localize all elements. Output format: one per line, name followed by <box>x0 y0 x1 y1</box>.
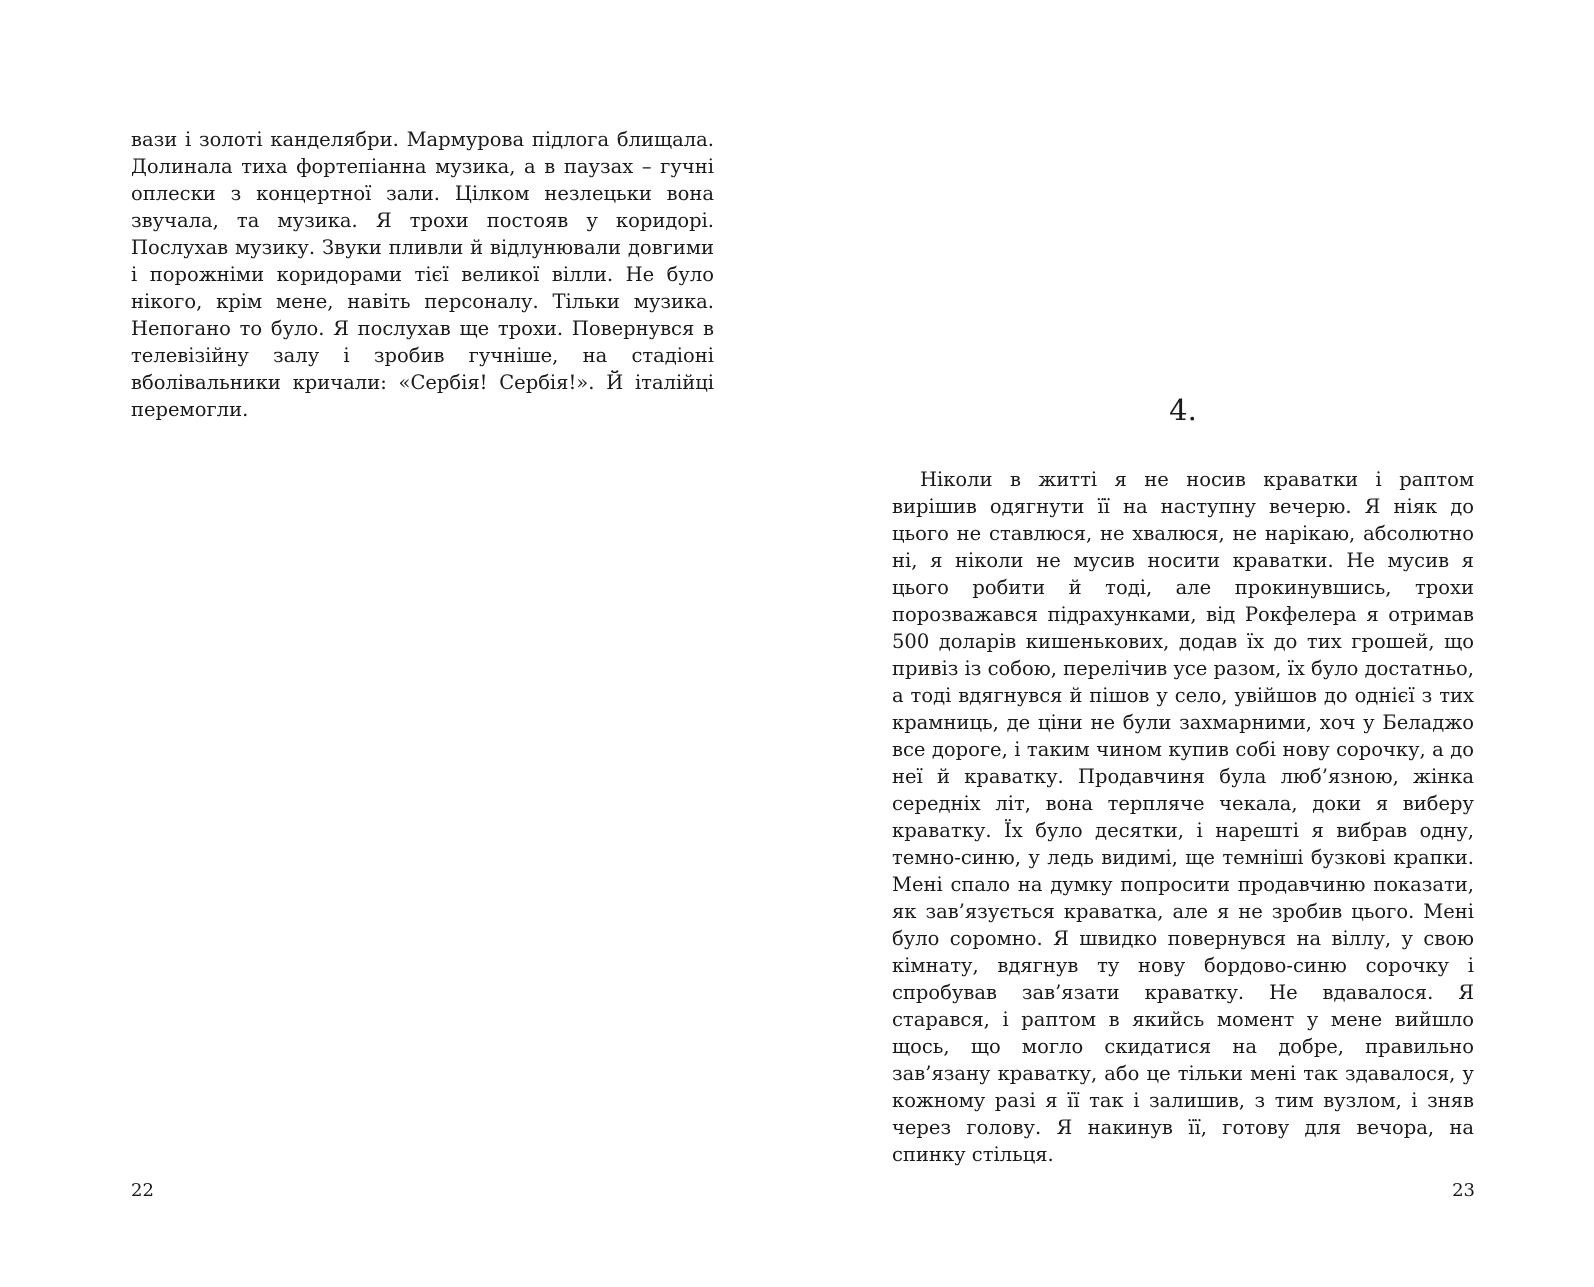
page-number-left: 22 <box>131 1180 154 1201</box>
right-page <box>797 0 1594 1287</box>
chapter-heading: 4. <box>1169 393 1197 427</box>
right-page-text <box>892 466 1474 1168</box>
left-page-text <box>131 126 714 423</box>
right-paragraph: Ніколи в житті я не носив краватки і раптом вирішив одягнути її на наступну вечерю. Я ніяк до цього не ставлюся, не хвалюся, не нарікаю, абсолютно ні, я ніколи не мусив носити краватки. Не мусив я цього робити й тоді, але прокинувшись, трохи порозважався підрахунками, від Рокфелера я отримав 500 доларів кишенькових, додав їх до тих грошей, що привіз із собою, перелічив усе разом, їх було достатньо, а тоді вдягнувся й пішов у село, увійшов до однієї з тих крамниць, де ціни не були захмарними, хоч у Беладжо все дороге, і таким чином купив собі нову сорочку, а до неї й краватку. Продавчиня була люб’язною, жінка середніх літ, вона терпляче чекала, доки я виберу краватку. Їх було десятки, і нарешті я вибрав одну, темно-синю, у ледь видимі, ще темніші бузкові крапки. Мені спало на думку попросити продавчиню показати, як зав’язується краватка, але я не зробив цього. Мені було соромно. Я швидко повернувся на віллу, у свою кімнату, вдягнув ту нову бордово-синю сорочку і спробував зав’язати краватку. Не вдавалося. Я старався, і раптом в якийсь момент у мене вийшло щось, що могло скидатися на добре, правильно зав’язану краватку, або це тільки мені так здавалося, у кожному разі я її так і залишив, з тим вузлом, і зняв через голову. Я накинув її, готову для вечора, на спинку стільця. <box>892 468 1474 1166</box>
left-paragraph: вази і золоті канделябри. Мармурова підлога блищала. Долинала тиха фортепіанна музика, а в паузах – гучні оплески з концертної зали. Цілком незлецьки вона звучала, та музика. Я трохи постояв у коридорі. Послухав музику. Звуки пливли й відлунювали довгими і порожніми коридорами тієї великої вілли. Не було нікого, крім мене, навіть персоналу. Тільки музика. Непогано то було. Я послухав ще трохи. Повернувся в телевізійну залу і зробив гучніше, на стадіоні вболівальники кричали: «Сербія! Сербія!». Й італійці перемогли. <box>131 128 714 421</box>
page-number-right: 23 <box>1452 1180 1475 1201</box>
